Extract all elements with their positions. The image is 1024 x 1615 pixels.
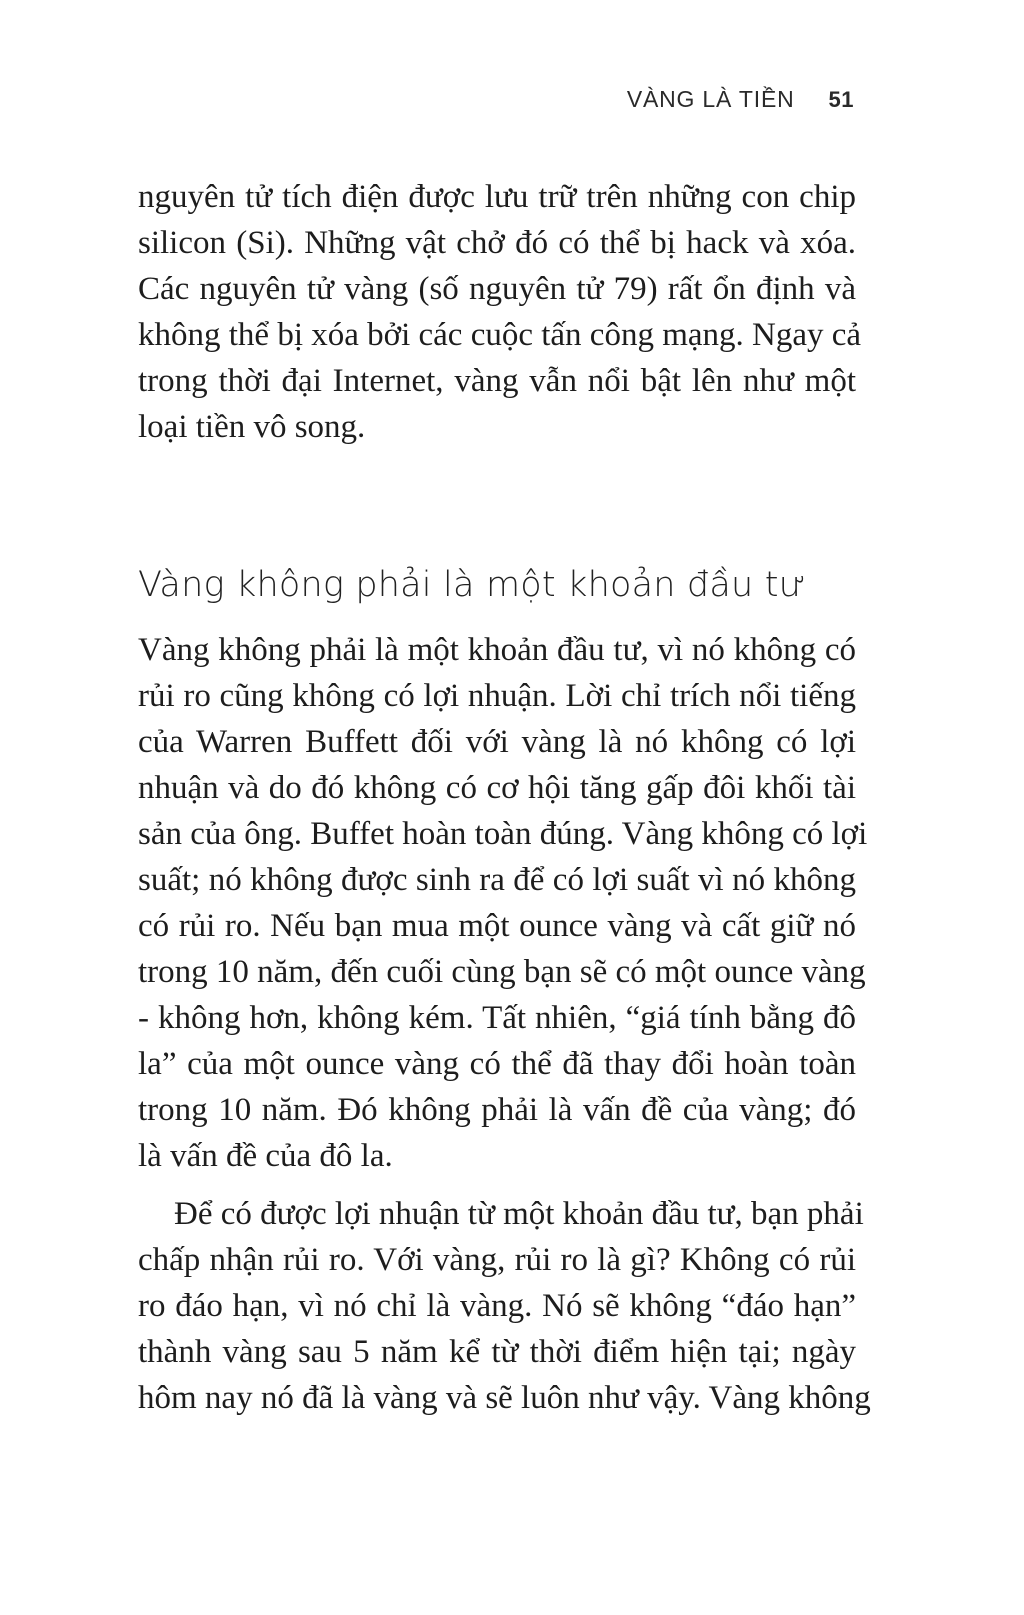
text-line: la” của một ounce vàng có thể đã thay đổi hoàn toàn	[138, 1046, 856, 1082]
text-line: silicon (Si). Những vật chở đó có thể bị hack và xóa.	[138, 225, 856, 261]
text-line: Để có được lợi nhuận từ một khoản đầu tư, bạn phải	[174, 1196, 864, 1232]
chapter-title: VÀNG LÀ TIỀN	[626, 86, 795, 112]
section-body	[138, 627, 871, 1421]
text-line: ro đáo hạn, vì nó chỉ là vàng. Nó sẽ không “đáo hạn”	[138, 1288, 856, 1324]
intro-paragraph	[138, 174, 862, 450]
text-line: nguyên tử tích điện được lưu trữ trên những con chip	[138, 179, 856, 215]
text-line: hôm nay nó đã là vàng và sẽ luôn như vậy. Vàng không	[138, 1380, 871, 1416]
page-number: 51	[828, 87, 854, 112]
text-line: chấp nhận rủi ro. Với vàng, rủi ro là gì? Không có rủi	[138, 1242, 856, 1278]
running-header	[627, 86, 854, 113]
paragraph-1	[138, 627, 868, 1179]
text-line: trong thời đại Internet, vàng vẫn nổi bật lên như một	[138, 363, 856, 399]
text-line: suất; nó không được sinh ra để có lợi suất vì nó không	[138, 862, 856, 898]
text-line: loại tiền vô song.	[138, 409, 366, 445]
text-line: nhuận và do đó không có cơ hội tăng gấp đôi khối tài	[138, 770, 856, 806]
text-line: thành vàng sau 5 năm kể từ thời điểm hiện tại; ngày	[138, 1334, 856, 1370]
text-line: của Warren Buffett đối với vàng là nó không có lợi	[138, 724, 856, 760]
text-line: trong 10 năm. Đó không phải là vấn đề của vàng; đó	[138, 1092, 856, 1128]
text-line: Vàng không phải là một khoản đầu tư, vì nó không có	[138, 632, 856, 668]
text-line: trong 10 năm, đến cuối cùng bạn sẽ có một ounce vàng	[138, 954, 866, 990]
text-line: có rủi ro. Nếu bạn mua một ounce vàng và cất giữ nó	[138, 908, 856, 944]
text-line: sản của ông. Buffet hoàn toàn đúng. Vàng không có lợi	[138, 816, 868, 852]
text-line: là vấn đề của đô la.	[138, 1138, 393, 1174]
section-heading: Vàng không phải là một khoản đầu tư	[138, 565, 807, 606]
text-line: không thể bị xóa bởi các cuộc tấn công mạng. Ngay cả	[138, 317, 862, 353]
paragraph-spacer	[138, 1179, 856, 1191]
text-line: Các nguyên tử vàng (số nguyên tử 79) rất ổn định và	[138, 271, 856, 307]
text-line: rủi ro cũng không có lợi nhuận. Lời chỉ trích nổi tiếng	[138, 678, 856, 714]
paragraph-2	[138, 1191, 871, 1421]
text-line: - không hơn, không kém. Tất nhiên, “giá tính bằng đô	[138, 1000, 856, 1036]
